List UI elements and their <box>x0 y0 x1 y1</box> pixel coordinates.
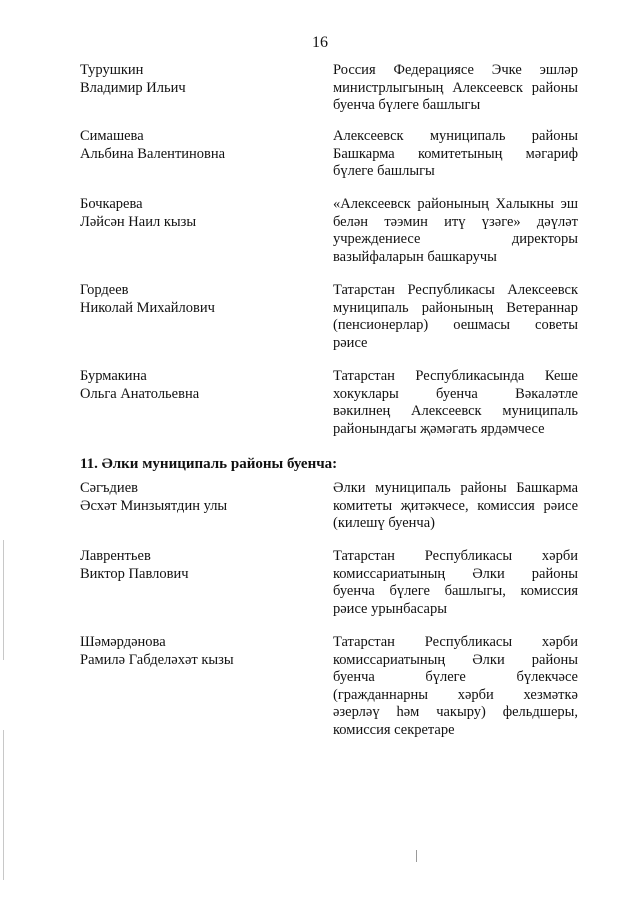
role-line: әзерләү һәм чакыру) фельдшеры, <box>333 704 578 721</box>
surname: Гордеев <box>80 282 129 298</box>
person-name <box>80 634 310 669</box>
person-name <box>80 480 310 515</box>
given-name: Владимир Ильич <box>80 79 186 96</box>
role-line: вәкилнең Алексеевск муниципаль <box>333 403 578 420</box>
role-line: рәисе <box>333 334 368 351</box>
person-role <box>333 196 578 266</box>
given-name: Виктор Павлович <box>80 565 189 582</box>
role-line: Татарстан Республикасы Алексеевск <box>333 282 578 298</box>
surname: Бурмакина <box>80 368 147 384</box>
role-line: белән тәэмин итү үзәге» дәүләт <box>333 213 578 230</box>
given-name: Николай Михайлович <box>80 299 215 316</box>
surname: Лаврентьев <box>80 548 151 564</box>
role-line: бүлеге башлыгы <box>333 163 435 180</box>
role-line: (гражданнарны хәрби хезмәткә <box>333 686 578 703</box>
surname: Симашева <box>80 128 144 144</box>
person-name <box>80 196 310 231</box>
person-name <box>80 368 310 403</box>
given-name: Ләйсән Наил кызы <box>80 213 197 230</box>
surname: Турушкин <box>80 62 144 78</box>
role-line: комиссия секретаре <box>333 721 455 738</box>
role-line: Россия Федерациясе Эчке эшләр <box>333 62 578 78</box>
role-line: Әлки муниципаль районы Башкарма <box>333 480 578 496</box>
role-line: муниципаль районының Ветераннар <box>333 299 578 316</box>
person-role <box>333 62 578 115</box>
section-heading: 11. Әлки муниципаль районы буенча: <box>80 456 338 472</box>
surname: Бочкарева <box>80 196 143 212</box>
person-role <box>333 548 578 618</box>
role-line: министрлыгының Алексеевск районы <box>333 79 578 96</box>
given-name: Әсхәт Минзыятдин улы <box>80 497 228 514</box>
role-line: районындагы җәмәгать ярдәмчесе <box>333 420 545 437</box>
person-name <box>80 282 310 317</box>
person-role <box>333 634 578 740</box>
role-line: учреждениесе директоры <box>333 231 578 248</box>
role-line: вазыйфаларын башкаручы <box>333 248 497 265</box>
role-line: Татарстан Республикасы хәрби <box>333 634 578 650</box>
role-line: буенча бүлеге бүлекчәсе <box>333 669 578 686</box>
person-name <box>80 62 310 97</box>
given-name: Рамилә Габделәхәт кызы <box>80 651 234 668</box>
role-line: комиссариатының Әлки районы <box>333 651 578 668</box>
role-line: Башкарма комитетының мәгариф <box>333 145 578 162</box>
given-name: Альбина Валентиновна <box>80 145 226 162</box>
scan-edge-mark <box>3 540 4 660</box>
person-role <box>333 480 578 533</box>
role-line: рәисе урынбасары <box>333 600 447 617</box>
role-line: хокуклары буенча Вәкаләтле <box>333 385 578 402</box>
role-line: буенча бүлеге башлыгы <box>333 97 481 114</box>
role-line: Татарстан Республикасында Кеше <box>333 368 578 384</box>
person-role <box>333 368 578 438</box>
role-line: Алексеевск муниципаль районы <box>333 128 578 144</box>
role-line: комитеты җитәкчесе, комиссия рәисе <box>333 497 578 514</box>
person-name <box>80 548 310 583</box>
surname: Шәмәрдәнова <box>80 634 166 650</box>
scan-edge-mark <box>3 730 4 880</box>
surname: Сәгъдиев <box>80 480 138 496</box>
role-line: Татарстан Республикасы хәрби <box>333 548 578 564</box>
person-role <box>333 282 578 352</box>
role-line: комиссариатының Әлки районы <box>333 565 578 582</box>
person-name <box>80 128 310 163</box>
scan-mark <box>416 850 417 862</box>
role-line: (килешү буенча) <box>333 515 435 532</box>
page-number: 16 <box>312 34 328 51</box>
role-line: (пенсионерлар) оешмасы советы <box>333 317 578 334</box>
person-role <box>333 128 578 181</box>
given-name: Ольга Анатольевна <box>80 385 200 402</box>
role-line: буенча бүлеге башлыгы, комиссия <box>333 583 578 600</box>
role-line: «Алексеевск районының Халыкны эш <box>333 196 578 212</box>
